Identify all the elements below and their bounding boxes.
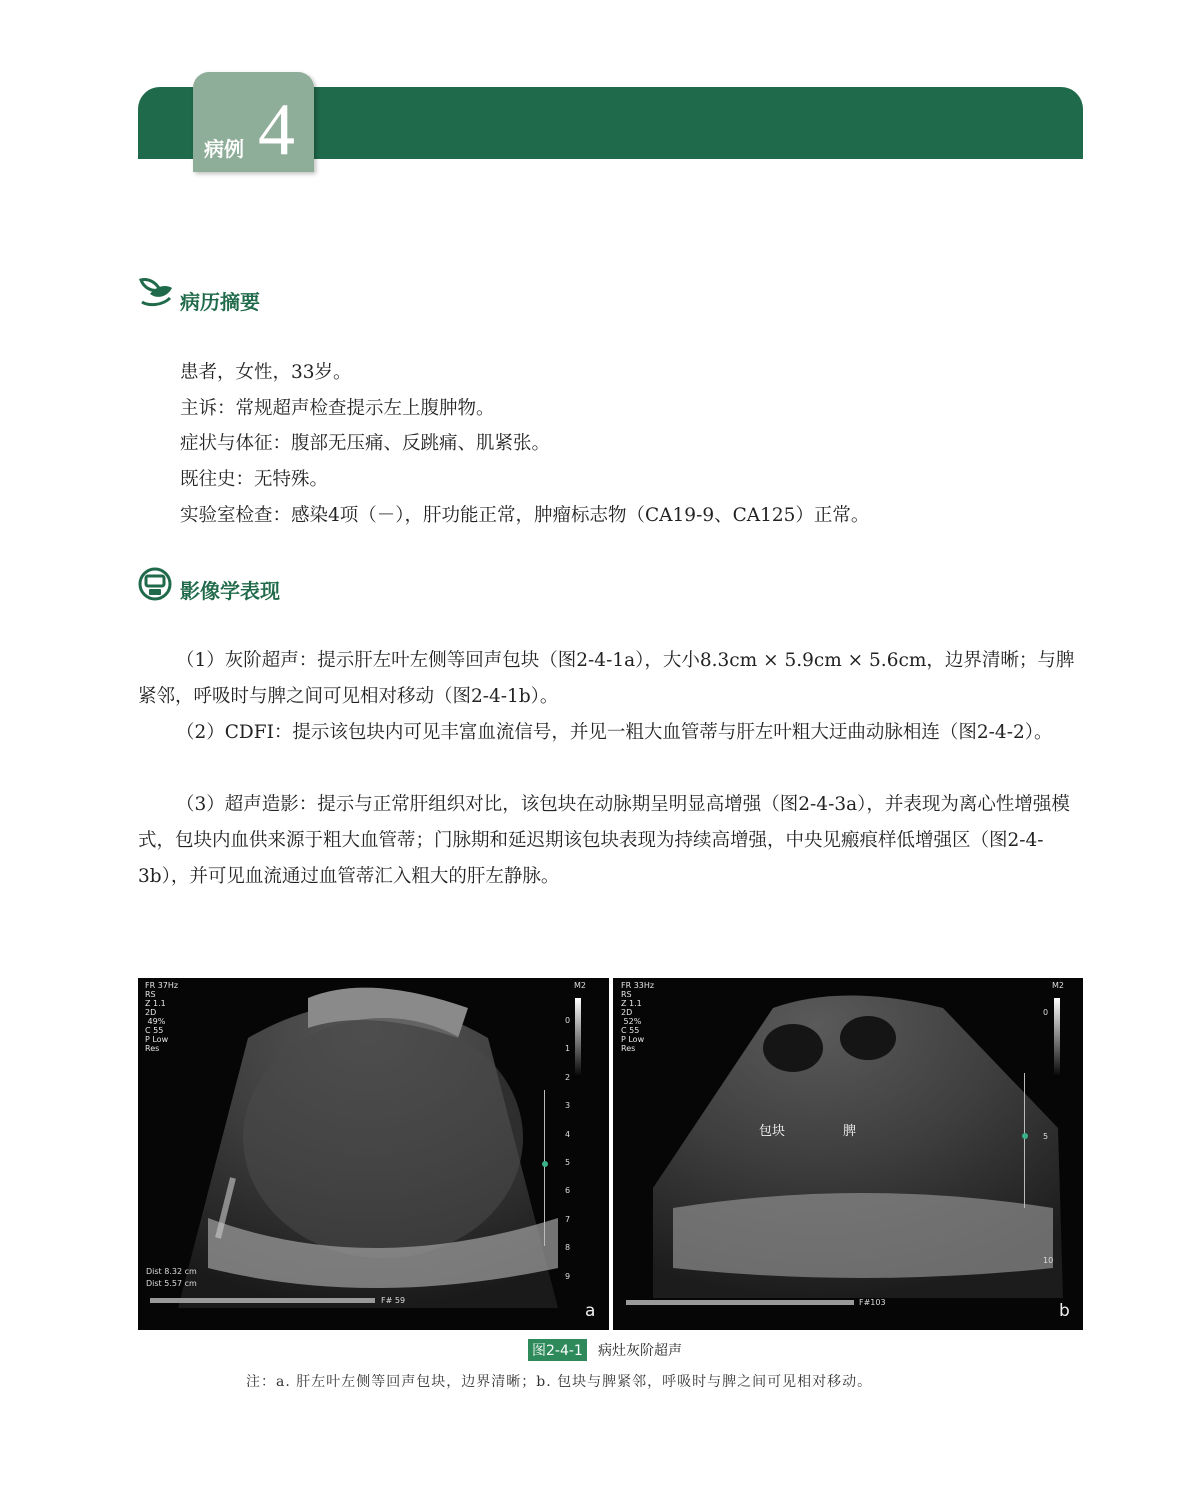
depth-tick: 5	[565, 1158, 571, 1167]
leaf-icon	[138, 276, 174, 310]
focus-line-b	[1024, 1073, 1025, 1208]
map-label-b: M2	[1052, 981, 1064, 990]
map-label-a: M2	[574, 981, 586, 990]
depth-tick: 8	[565, 1243, 571, 1253]
panel-letter-a: a	[585, 1301, 596, 1321]
focus-marker-b	[1022, 1133, 1028, 1139]
monitor-icon	[137, 566, 173, 602]
depth-tick: 6	[565, 1186, 571, 1196]
history-line: 实验室检查：感染4项（－），肝功能正常，肿瘤标志物（CA19-9、CA125）正常。	[180, 505, 870, 526]
focus-marker-a	[542, 1161, 548, 1167]
history-line: 既往史：无特殊。	[180, 469, 329, 490]
section-title-history: 病历摘要	[180, 290, 260, 314]
depth-tick: 7	[565, 1214, 571, 1224]
depth-tick: 2	[565, 1072, 571, 1082]
depth-tick-10: 10	[1043, 1256, 1054, 1265]
panel-letter-b: b	[1059, 1301, 1070, 1321]
ultrasound-image-b	[613, 978, 1083, 1330]
depth-tick: 4	[565, 1129, 571, 1139]
case-number: 4	[258, 89, 295, 171]
focus-line-a	[544, 1090, 545, 1246]
depth-tick-5: 5	[1043, 1132, 1049, 1141]
depth-tick: 9	[565, 1271, 571, 1281]
history-line: 患者，女性，33岁。	[180, 362, 352, 383]
frame-number-b: F#103	[859, 1298, 886, 1307]
label-spleen: 脾	[843, 1124, 857, 1139]
history-line: 症状与体征：腹部无压痛、反跳痛、肌紧张。	[180, 433, 551, 454]
distance-1: Dist 8.32 cm	[146, 1267, 197, 1276]
imaging-paragraph: （2）CDFI：提示该包块内可见丰富血流信号，并见一粗大血管蒂与肝左叶粗大迂曲动脉相连（图2-4-2）。	[176, 722, 1053, 743]
figure-note: 注：a. 肝左叶左侧等回声包块，边界清晰；b. 包块与脾紧邻，呼吸时与脾之间可见相对移动。	[246, 1374, 873, 1390]
ultrasound-image-a	[138, 978, 609, 1330]
frame-number-a: F# 59	[381, 1296, 406, 1305]
imaging-paragraph: （3）超声造影：提示与正常肝组织对比，该包块在动脉期呈明显高增强（图2-4-3a），并表现为离心性增强模式，包块内血供来源于粗大血管蒂；门脉期和延迟期该包块表现为持续高增强，中央见瘢痕样低增强区（图2-4-3b），并可见血流通过血管蒂汇入粗大的肝左静脉。	[138, 794, 1070, 887]
depth-tick: 0	[565, 1016, 571, 1025]
case-label: 病例	[204, 137, 244, 161]
depth-tick-0: 0	[1043, 1008, 1049, 1017]
history-line: 主诉：常规超声检查提示左上腹肿物。	[180, 398, 495, 419]
figure-caption: 病灶灰阶超声	[598, 1343, 682, 1359]
distance-2: Dist 5.57 cm	[146, 1279, 197, 1288]
depth-tick: 1	[565, 1044, 571, 1054]
label-mass: 包块	[759, 1124, 786, 1139]
cine-bar-b	[626, 1300, 854, 1305]
cine-bar-a	[150, 1298, 375, 1303]
scan-settings-b: FR 33Hz RS Z 1.1 2D 52% C 55 P Low Res	[621, 981, 655, 1053]
grayscale-bar-b	[1054, 998, 1060, 1078]
figure-number: 图2-4-1	[528, 1339, 587, 1361]
imaging-paragraph: （1）灰阶超声：提示肝左叶左侧等回声包块（图2-4-1a），大小8.3cm × 5.9cm × 5.6cm，边界清晰；与脾紧邻，呼吸时与脾之间可见相对移动（图2-4-1b）。	[138, 650, 1075, 707]
scan-settings-a: FR 37Hz RS Z 1.1 2D 49% C 55 P Low Res	[145, 981, 179, 1053]
grayscale-bar-a	[575, 998, 581, 1078]
section-title-imaging: 影像学表现	[180, 579, 280, 603]
depth-tick: 3	[565, 1101, 571, 1111]
